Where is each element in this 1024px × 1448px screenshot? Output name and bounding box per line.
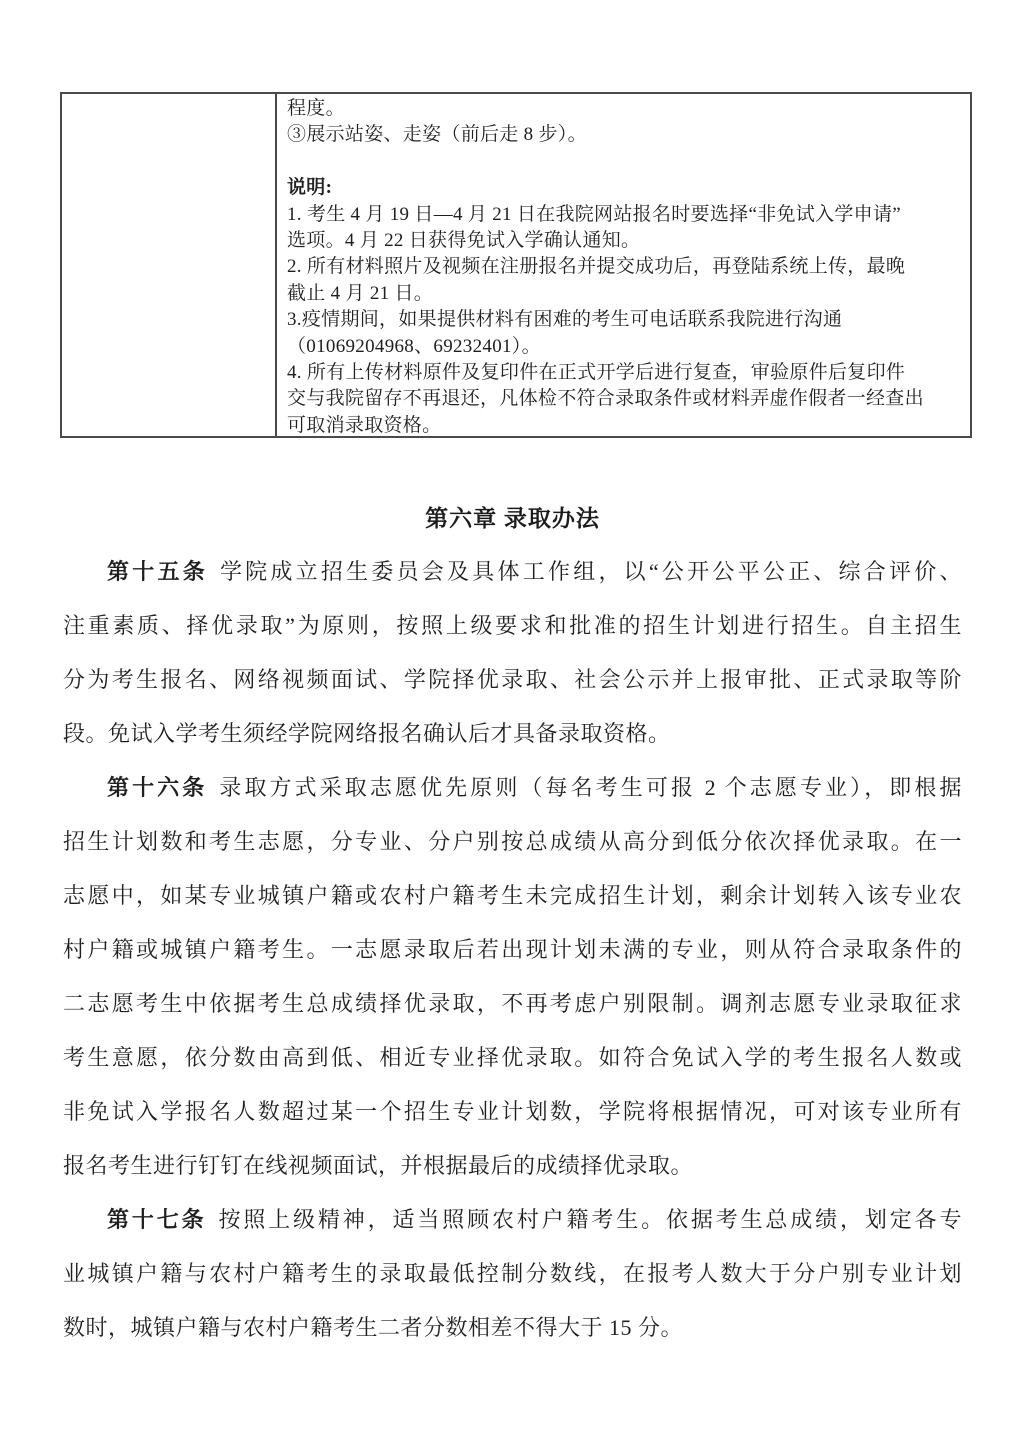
article-line: 非免试入学报名人数超过某一个招生专业计划数，学院将根据情况，可对该专业所有 xyxy=(63,1099,962,1124)
article-line xyxy=(63,1193,962,1247)
table-text-line: 3.疫情期间，如果提供材料有困难的考生可电话联系我院进行沟通 xyxy=(287,309,843,331)
table-text-line: 1. 考生 4 月 19 日—4 月 21 日在我院网站报名时要选择“非免试入学申请” xyxy=(287,203,902,225)
article-line: 注重素质、择优录取”为原则，按照上级要求和批准的招生计划进行招生。自主招生 xyxy=(63,613,962,638)
table-text-line: 截止 4 月 21 日。 xyxy=(287,282,434,304)
article-line: 考生意愿，依分数由高到低、相近专业择优录取。如符合免试入学的考生报名人数或 xyxy=(63,1045,962,1070)
article-line: 报名考生进行钉钉在线视频面试，并根据最后的成绩择优录取。 xyxy=(63,1153,694,1178)
article-15 xyxy=(63,545,962,761)
article-line: 招生计划数和考生志愿，分专业、分户别按总成绩从高分到低分依次择优录取。在一 xyxy=(63,829,962,854)
table-cell-notes xyxy=(277,94,970,436)
article-line-text: 录取方式采取志愿优先原则（每名考生可报 2 个志愿专业），即根据 xyxy=(219,775,962,800)
article-line: 村户籍或城镇户籍考生。一志愿录取后若出现计划未满的专业，则从符合录取条件的 xyxy=(63,937,962,962)
chapter-heading: 第六章 录取办法 xyxy=(425,506,600,531)
table-text-line: 可取消录取资格。 xyxy=(287,414,442,436)
article-label: 第十七条 xyxy=(107,1207,207,1232)
article-17 xyxy=(63,1193,962,1355)
article-line: 段。免试入学考生须经学院网络报名确认后才具备录取资格。 xyxy=(63,721,671,746)
article-line: 分为考生报名、网络视频面试、学院择优录取、社会公示并上报审批、正式录取等阶 xyxy=(63,667,962,692)
article-label: 第十五条 xyxy=(107,559,208,584)
requirements-table xyxy=(60,92,972,438)
article-text-block xyxy=(63,545,962,1355)
table-text-line: 选项。4 月 22 日获得免试入学确认通知。 xyxy=(287,229,641,251)
table-text-line: ③展示站姿、走姿（前后走 8 步）。 xyxy=(287,124,587,146)
table-text-line: 2. 所有材料照片及视频在注册报名并提交成功后，再登陆系统上传，最晚 xyxy=(287,256,906,278)
article-line: 业城镇户籍与农村户籍考生的录取最低控制分数线，在报考人数大于分户别专业计划 xyxy=(63,1261,962,1286)
article-label: 第十六条 xyxy=(107,775,208,800)
table-text-line: 程度。 xyxy=(287,98,345,119)
table-text-line: 交与我院留存不再退还，凡体检不符合录取条件或材料弄虚作假者一经查出 xyxy=(287,388,924,410)
table-cell-empty xyxy=(62,94,277,436)
article-line xyxy=(63,545,962,599)
table-blank-line xyxy=(287,149,964,175)
article-line-text: 学院成立招生委员会及具体工作组，以“公开公平公正、综合评价、 xyxy=(219,559,962,584)
article-16 xyxy=(63,761,962,1193)
table-text-line: 4. 所有上传材料原件及复印件在正式开学后进行复查，审验原件后复印件 xyxy=(287,361,906,383)
article-line: 数时，城镇户籍与农村户籍考生二者分数相差不得大于 15 分。 xyxy=(63,1315,684,1340)
table-text-line: （01069204968、69232401）。 xyxy=(287,335,541,357)
notes-heading: 说明: xyxy=(287,177,333,199)
article-line xyxy=(63,761,962,815)
article-line: 志愿中，如某专业城镇户籍或农村户籍考生未完成招生计划，剩余计划转入该专业农 xyxy=(63,883,962,908)
article-line: 二志愿考生中依据考生总成绩择优录取，不再考虑户别限制。调剂志愿专业录取征求 xyxy=(63,991,962,1016)
article-line-text: 按照上级精神，适当照顾农村户籍考生。依据考生总成绩，划定各专 xyxy=(218,1207,962,1232)
